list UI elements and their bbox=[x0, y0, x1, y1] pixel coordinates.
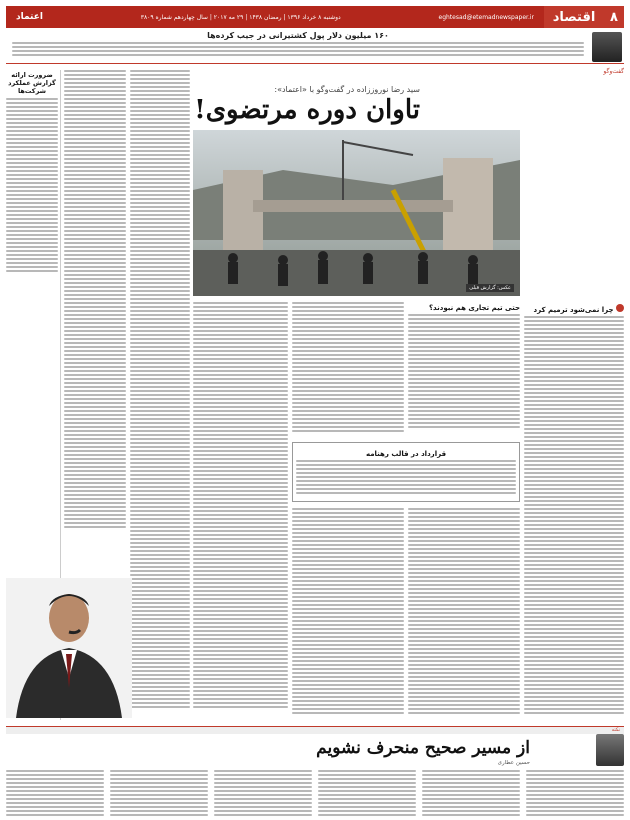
contact-email[interactable]: eghtesad@etemadnewspaper.ir bbox=[438, 13, 534, 21]
newspaper-logo: اعتماد bbox=[16, 12, 43, 22]
author-portrait bbox=[6, 578, 132, 718]
highlight-box bbox=[292, 442, 520, 502]
bottom-author: حسین عطاری bbox=[497, 760, 530, 766]
text-column-lower-right bbox=[408, 506, 520, 718]
article-headline: تاوان دوره مرتضوی! bbox=[194, 95, 420, 125]
bottom-section-tag: نکته bbox=[611, 727, 620, 733]
article-photo bbox=[193, 130, 520, 296]
text-column-far-right bbox=[524, 474, 624, 720]
text-column-left-2 bbox=[130, 68, 190, 718]
text-column-center-right bbox=[408, 300, 520, 440]
bottom-headline: از مسیر صحیح منحرف نشویم bbox=[316, 738, 530, 758]
text-column-center-mid bbox=[292, 300, 404, 440]
right-box-column bbox=[524, 300, 624, 470]
issue-date: دوشنبه ۸ خرداد ۱۳۹۶ | رمضان ۱۴۳۸ | ۲۹ مه ۲۰۱۷ | سال چهاردهم شماره ۳۸۰۹ bbox=[140, 13, 341, 21]
section-tag: گفت‌وگو bbox=[603, 68, 624, 75]
ticker-body-text bbox=[12, 42, 584, 56]
center-subhead-1: قرارداد در قالب رهنامه bbox=[365, 450, 447, 458]
section-title: اقتصاد bbox=[544, 6, 604, 28]
ticker-portrait bbox=[592, 32, 622, 62]
right-box-title: چرا نمی‌شود ترمیم کرد bbox=[524, 304, 624, 314]
sidebar-heading: ضرورت ارائه گزارش عملکرد شرکت‌ها bbox=[8, 71, 56, 95]
text-column-left-1 bbox=[64, 68, 126, 538]
page-header-bar bbox=[6, 6, 624, 28]
header-meta bbox=[6, 6, 544, 28]
bottom-section-bar bbox=[6, 726, 624, 734]
circle-icon bbox=[616, 304, 624, 312]
bottom-text-columns bbox=[6, 768, 624, 816]
ticker-headline: ۱۶۰ میلیون دلار پول کشتیرانی در جیب کرده‌ها bbox=[207, 31, 389, 40]
text-column-lower-mid bbox=[292, 506, 404, 718]
text-column-center-left bbox=[193, 300, 288, 720]
bottom-author-photo bbox=[596, 734, 624, 766]
photo-caption: عکس: گزارش قبلی bbox=[466, 284, 514, 292]
center-subhead-2: حتی تیم تجاری هم نبودند؟ bbox=[429, 304, 520, 312]
article-kicker: سید رضا نوروززاده در گفت‌وگو با «اعتماد»: bbox=[274, 85, 420, 94]
page-number: ۸ bbox=[604, 6, 624, 28]
top-news-strip bbox=[6, 30, 624, 64]
sidebar-text bbox=[6, 98, 58, 272]
